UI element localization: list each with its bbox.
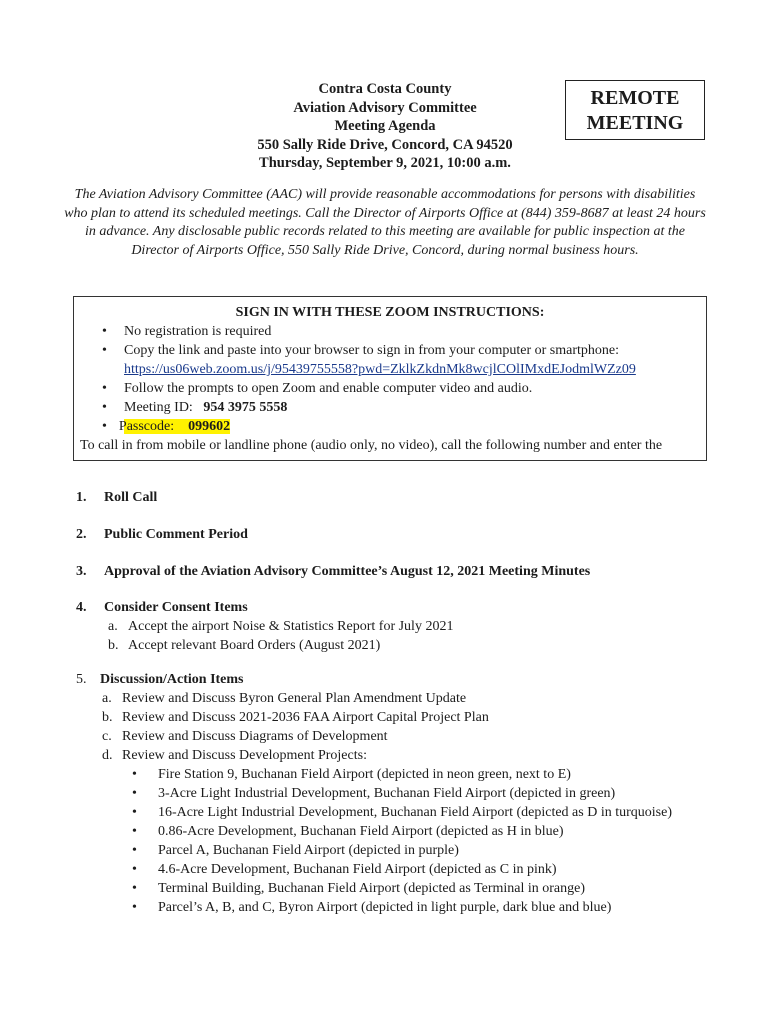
agenda-title: Roll Call bbox=[104, 490, 158, 505]
project-item bbox=[132, 784, 712, 803]
project-text: 4.6-Acre Development, Buchanan Field Airport (depicted as C in pink) bbox=[158, 862, 557, 877]
bullet-icon: • bbox=[132, 862, 137, 877]
project-text: Fire Station 9, Buchanan Field Airport (depicted in neon green, next to E) bbox=[158, 767, 571, 782]
bullet-icon: • bbox=[132, 786, 137, 801]
agenda-subitem bbox=[102, 727, 722, 746]
header-county: Contra Costa County bbox=[318, 81, 452, 97]
agenda-title: Public Comment Period bbox=[104, 527, 248, 542]
passcode-value: 099602 bbox=[188, 419, 231, 434]
subitem-letter: c. bbox=[102, 729, 112, 744]
zoom-title: SIGN IN WITH THESE ZOOM INSTRUCTIONS: bbox=[235, 305, 545, 320]
project-text: Parcel A, Buchanan Field Airport (depicted in purple) bbox=[158, 843, 459, 858]
accommodation-note: The Aviation Advisory Committee (AAC) will provide reasonable accommodations for persons with disabilities who plan to attend its scheduled meetings. Call the Director of Airports Office at (844) 359-8687 at least 24 hours in advance. Any disclosable public records related to this meeting are available for public inspection at the Director of Airports Office, 550 Sally Ride Drive, Concord, during normal business hours. bbox=[64, 187, 706, 258]
document-header bbox=[230, 80, 540, 173]
project-item bbox=[132, 898, 712, 917]
agenda-subitem bbox=[102, 689, 722, 708]
bullet-icon: • bbox=[132, 767, 137, 782]
header-address: 550 Sally Ride Drive, Concord, CA 94520 bbox=[257, 136, 513, 153]
zoom-steps bbox=[74, 322, 706, 436]
agenda-subitem bbox=[108, 617, 728, 636]
bullet-icon: • bbox=[102, 324, 107, 339]
subitem-text: Review and Discuss 2021-2036 FAA Airport Capital Project Plan bbox=[122, 710, 489, 725]
bullet-icon: • bbox=[102, 400, 107, 415]
subitem-letter: b. bbox=[102, 710, 113, 725]
zoom-copy-link-text: Copy the link and paste into your browser to sign in from your computer or smartphone: bbox=[124, 343, 619, 358]
agenda-number: 1. bbox=[76, 490, 87, 505]
badge-line-2: MEETING bbox=[586, 112, 684, 134]
subitem-text: Review and Discuss Byron General Plan Amendment Update bbox=[122, 691, 467, 706]
agenda-title: Discussion/Action Items bbox=[100, 672, 244, 687]
development-projects-list bbox=[132, 765, 712, 917]
zoom-call-in-text: To call in from mobile or landline phone (audio only, no video), call the following number and enter the bbox=[80, 438, 663, 453]
bullet-icon: • bbox=[132, 843, 137, 858]
project-text: 3-Acre Light Industrial Development, Buchanan Field Airport (depicted in green) bbox=[158, 786, 616, 801]
subitem-text: Accept relevant Board Orders (August 2021) bbox=[128, 638, 381, 653]
agenda-number: 5. bbox=[76, 672, 87, 687]
project-item bbox=[132, 860, 712, 879]
agenda-subitems bbox=[102, 689, 722, 765]
subitem-letter: a. bbox=[102, 691, 112, 706]
passcode-highlight bbox=[102, 419, 231, 434]
project-item bbox=[132, 765, 712, 784]
project-item bbox=[132, 822, 712, 841]
agenda-subitem bbox=[102, 708, 722, 727]
agenda-subitems bbox=[108, 617, 728, 655]
subitem-letter: b. bbox=[108, 638, 119, 653]
agenda-number: 4. bbox=[76, 600, 87, 615]
bullet-icon: • bbox=[102, 343, 107, 358]
header-doc-type: Meeting Agenda bbox=[334, 118, 436, 134]
agenda-title: Approval of the Aviation Advisory Committee’s August 12, 2021 Meeting Minutes bbox=[104, 564, 591, 579]
zoom-registration-text: No registration is required bbox=[124, 324, 272, 339]
bullet-icon: • bbox=[132, 824, 137, 839]
agenda-subitem bbox=[108, 636, 728, 655]
zoom-step-passcode bbox=[96, 417, 706, 436]
project-item bbox=[132, 879, 712, 898]
meeting-id-value: 954 3975 5558 bbox=[203, 400, 288, 415]
zoom-step-meeting-id bbox=[96, 398, 706, 417]
zoom-prompts-text: Follow the prompts to open Zoom and enable computer video and audio. bbox=[124, 381, 533, 396]
bullet-icon: • bbox=[132, 900, 137, 915]
zoom-step-copy-link bbox=[96, 341, 706, 379]
zoom-step-prompts bbox=[96, 379, 706, 398]
bullet-icon: • bbox=[132, 881, 137, 896]
subitem-text: Review and Discuss Development Projects: bbox=[122, 748, 367, 763]
zoom-instructions-box bbox=[73, 296, 707, 461]
subitem-letter: d. bbox=[102, 748, 113, 763]
project-text: 16-Acre Light Industrial Development, Buchanan Field Airport (depicted as D in turquoise) bbox=[158, 805, 672, 820]
agenda-number: 3. bbox=[76, 564, 87, 579]
badge-line-1: REMOTE bbox=[590, 87, 680, 109]
subitem-text: Accept the airport Noise & Statistics Report for July 2021 bbox=[128, 619, 454, 634]
header-committee: Aviation Advisory Committee bbox=[293, 99, 477, 116]
bullet-icon: • bbox=[132, 805, 137, 820]
passcode-label: Passcode: bbox=[118, 419, 175, 434]
zoom-step-registration bbox=[96, 322, 706, 341]
project-item bbox=[132, 803, 712, 822]
meeting-id-label: Meeting ID: bbox=[124, 400, 193, 415]
project-text: Parcel’s A, B, and C, Byron Airport (depicted in light purple, dark blue and blue) bbox=[158, 900, 612, 915]
agenda-number: 2. bbox=[76, 527, 87, 542]
remote-meeting-badge bbox=[565, 80, 705, 140]
subitem-letter: a. bbox=[108, 619, 118, 634]
subitem-text: Review and Discuss Diagrams of Development bbox=[122, 729, 388, 744]
agenda-subitem bbox=[102, 746, 722, 765]
project-text: 0.86-Acre Development, Buchanan Field Airport (depicted as H in blue) bbox=[158, 824, 564, 839]
zoom-meeting-link[interactable]: https://us06web.zoom.us/j/95439755558?pwd=ZklkZkdnMk8wcjlCOlIMxdEJodmlWZz09 bbox=[124, 362, 636, 377]
bullet-icon: • bbox=[102, 419, 107, 434]
agenda-title: Consider Consent Items bbox=[104, 600, 248, 615]
header-date: Thursday, September 9, 2021, 10:00 a.m. bbox=[259, 155, 511, 171]
bullet-icon: • bbox=[102, 381, 107, 396]
project-text: Terminal Building, Buchanan Field Airport (depicted as Terminal in orange) bbox=[158, 881, 586, 896]
project-item bbox=[132, 841, 712, 860]
